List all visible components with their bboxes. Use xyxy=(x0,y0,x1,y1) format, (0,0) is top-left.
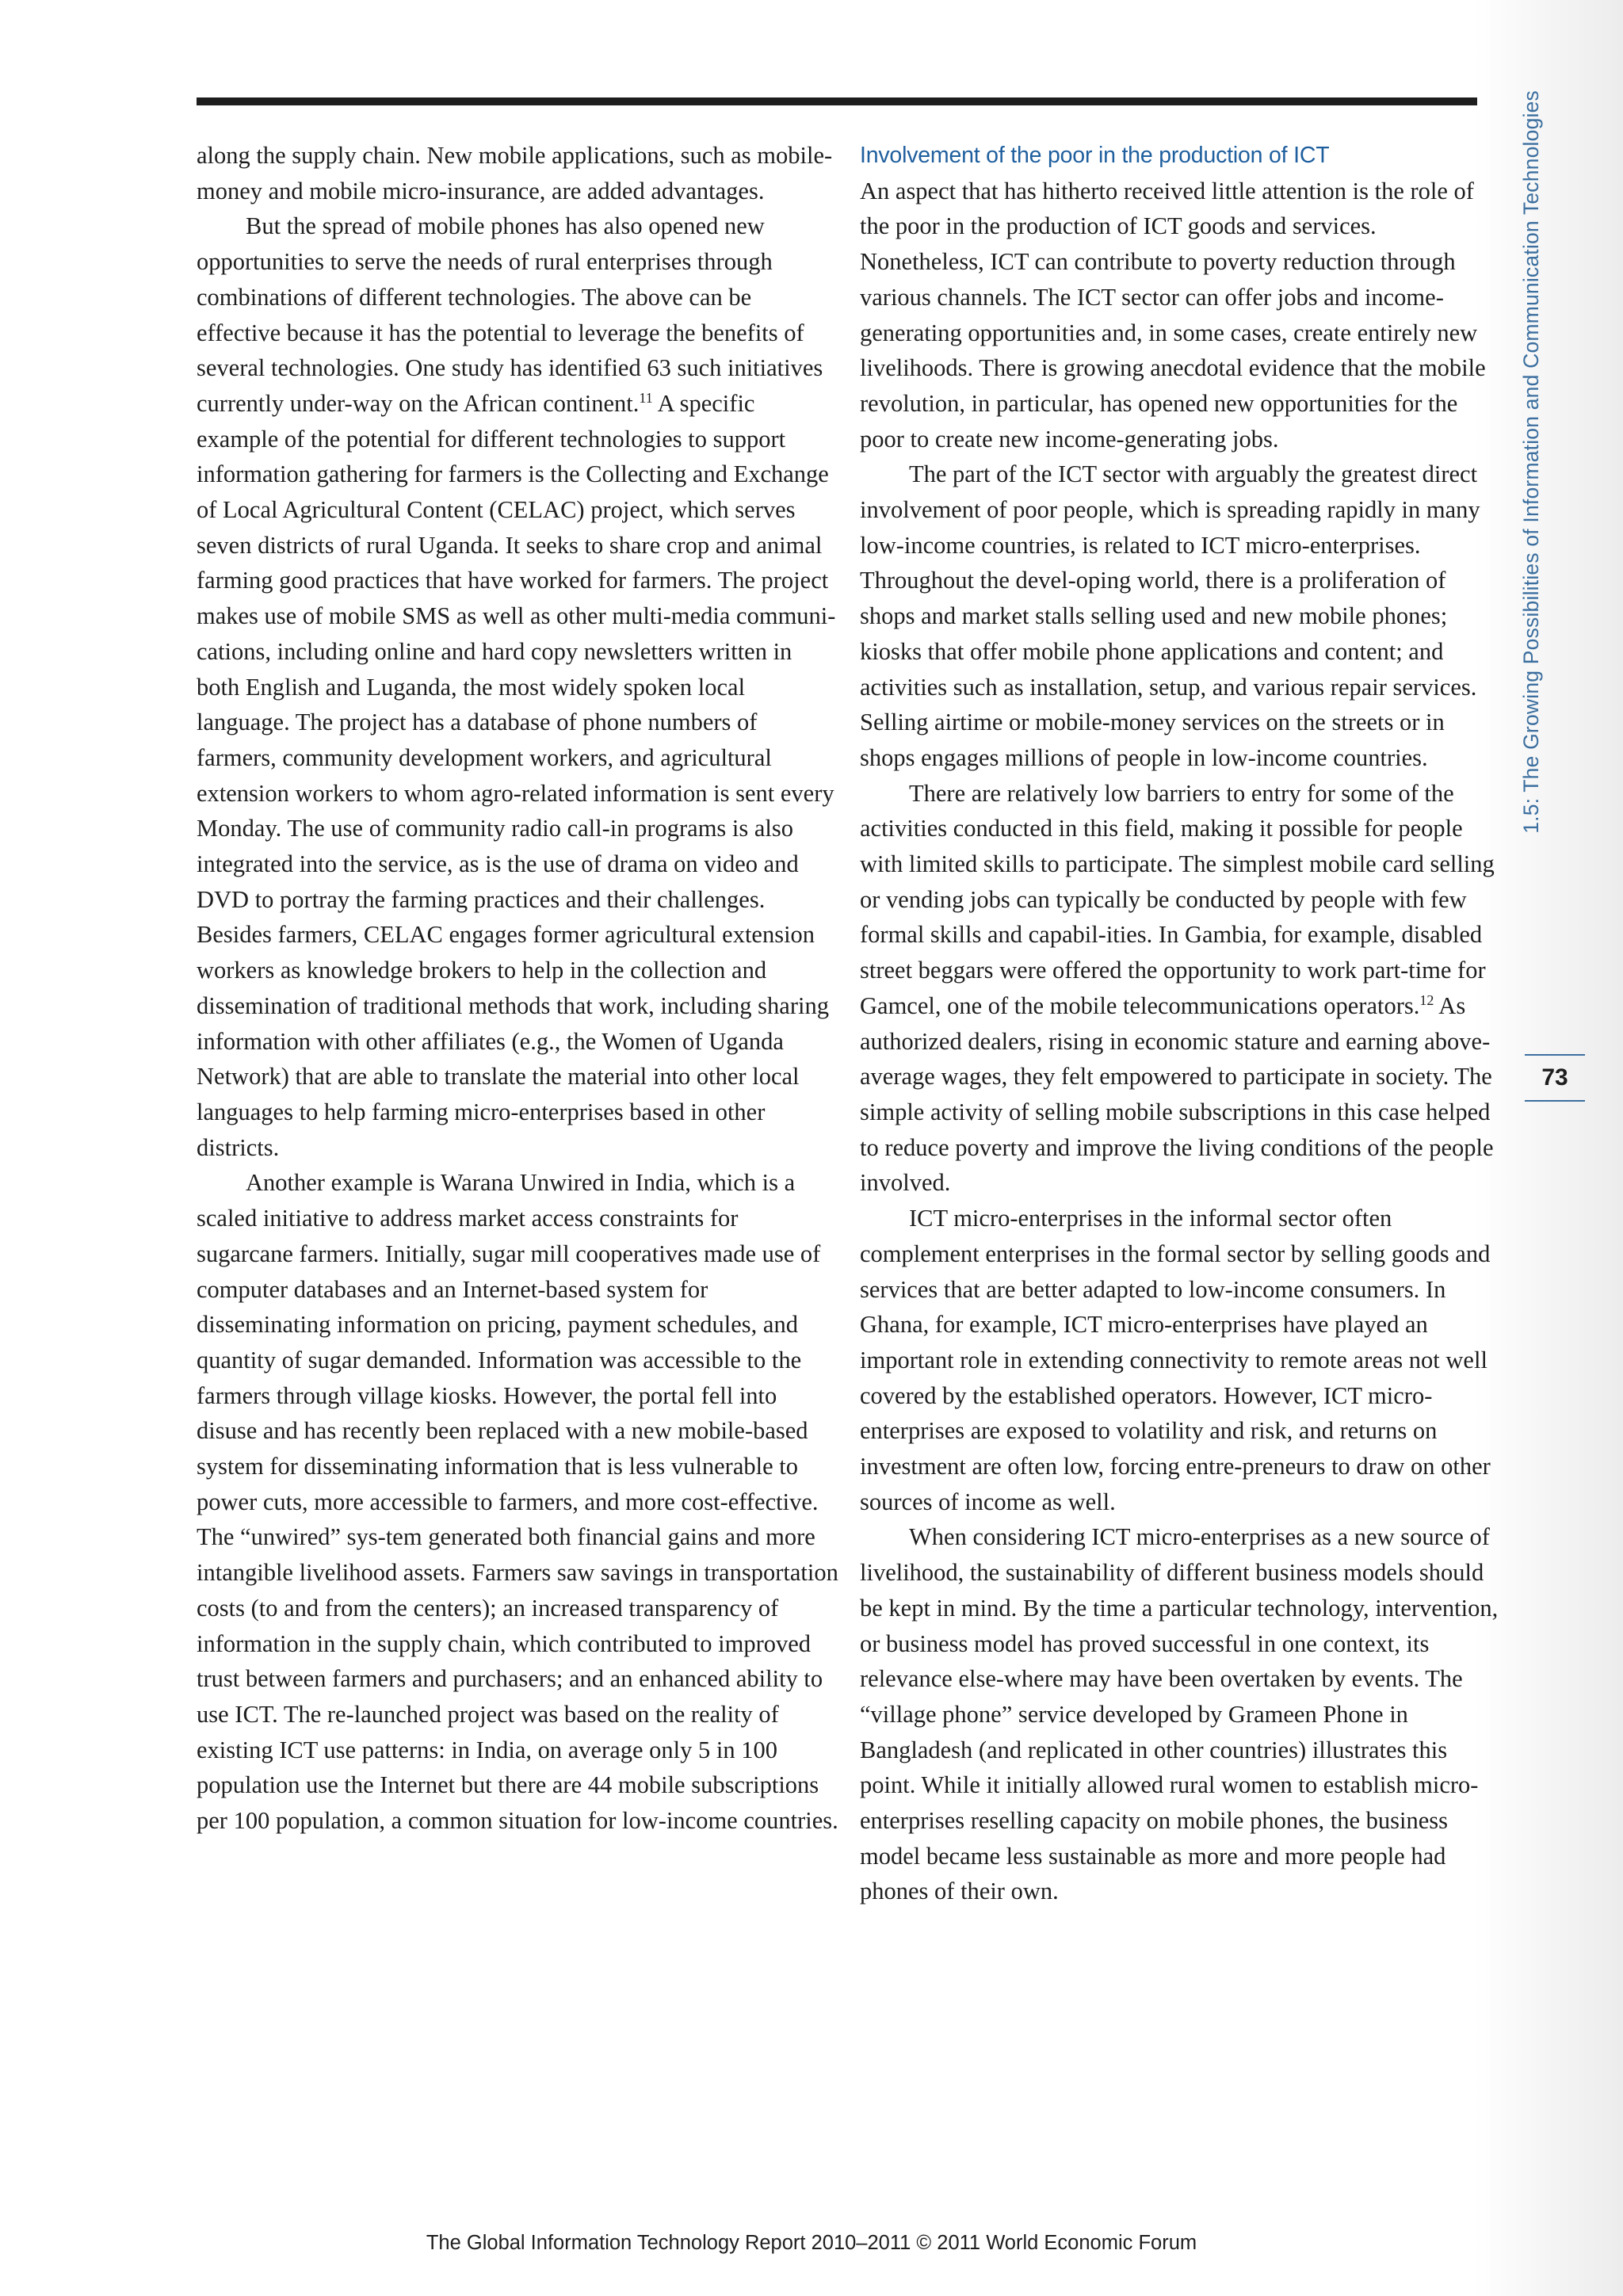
left-column xyxy=(197,138,838,1839)
paragraph xyxy=(197,208,838,1165)
footnote-ref: 12 xyxy=(1419,991,1434,1008)
right-column xyxy=(860,138,1502,1909)
header-rule xyxy=(197,97,1477,105)
page-number-rule-bottom xyxy=(1525,1100,1585,1102)
paragraph: Another example is Warana Unwired in India, which is a scaled initiative to address market access constraints for sugarcane farmers. Initially, sugar mill cooperatives made use of computer databases and an Internet-based system for disseminating information on pricing, payment schedules, and quantity of sugar demanded. Information was accessible to the farmers through village kiosks. However, the portal fell into disuse and has recently been replaced with a new mobile-based system for disseminating information that is less vulnerable to power cuts, more accessible to farmers, and more cost-effective. The “unwired” sys-tem generated both financial gains and more intangible livelihood assets. Farmers saw savings in transportation costs (to and from the centers); an increased transparency of information in the supply chain, which contributed to improved trust between farmers and purchasers; and an enhanced ability to use ICT. The re-launched project was based on the reality of existing ICT use patterns: in India, on average only 5 in 100 population use the Internet but there are 44 mobile subscriptions per 100 population, a common situation for low-income countries. xyxy=(197,1169,838,1835)
paragraph-text: But the spread of mobile phones has also opened new opportunities to serve the needs of rural enterprises through combinations of different technologies. The above can be effective because it has the potential to leverage the benefits of several technologies. One study has identified 63 such initiatives currently under-way on the African continent. xyxy=(197,212,823,417)
paragraph: The part of the ICT sector with arguably the greatest direct involvement of poor people, which is spreading rapidly in many low-income countries, is related to ICT micro-enterprises. Throughout the devel-oping world, there is a proliferation of shops and market stalls selling used and new mobile phones; kiosks that offer mobile phone applications and content; and activities such as installation, setup, and various repair services. Selling airtime or mobile-money services on the streets or in shops engages millions of people in low-income countries. xyxy=(860,460,1480,771)
paragraph-text: As authorized dealers, rising in economic stature and earning above-average wages, they felt empowered to participate in society. The simple activity of selling mobile subscriptions in this case helped to reduce poverty and improve the living conditions of the people involved. xyxy=(860,991,1494,1197)
page-number-rule-top xyxy=(1525,1054,1585,1056)
paragraph-text: There are relatively low barriers to entry for some of the activities conducted in this field, making it possible for people with limited skills to participate. The simplest mobile card selling or vending jobs can typically be conducted by people with few formal skills and capabil-ities. In Gambia, for example, disabled street beggars were offered the opportunity to work part-time for Gamcel, one of the mobile telecommunications operators. xyxy=(860,779,1495,1019)
paragraph: An aspect that has hitherto received little attention is the role of the poor in the production of ICT goods and services. Nonetheless, ICT can contribute to poverty reduction through various channels. The ICT sector can offer jobs and income-generating opportunities and, in some cases, create entirely new livelihoods. There is growing anecdotal evidence that the mobile revolution, in particular, has opened new opportunities for the poor to create new income-generating jobs. xyxy=(860,177,1486,453)
page-number: 73 xyxy=(1541,1064,1568,1091)
chapter-title-vertical: 1.5: The Growing Possibilities of Information and Communication Technologies xyxy=(1519,90,1543,834)
footnote-ref: 11 xyxy=(639,389,653,406)
paragraph: ICT micro-enterprises in the informal sector often complement enterprises in the formal sector by selling goods and services that are better adapted to low-income consumers. In Ghana, for example, ICT micro-enterprises have played an important role in extending connectivity to remote areas not well covered by the established operators. However, ICT micro-enterprises are exposed to volatility and risk, and returns on investment are often low, forcing entre-preneurs to draw on other sources of income as well. xyxy=(860,1205,1491,1515)
chapter-title-vertical-container xyxy=(1507,90,1555,883)
section-heading: Involvement of the poor in the production of ICT xyxy=(860,143,1330,168)
paragraph: When considering ICT micro-enterprises as a new source of livelihood, the sustainability of different business models should be kept in mind. By the time a particular technology, intervention, or business model has proved successful in one context, its relevance else-where may have been overtaken by events. The “village phone” service developed by Grameen Phone in Bangladesh (and replicated in other countries) illustrates this point. While it initially allowed rural women to establish micro-enterprises reselling capacity on mobile phones, the business model became less sustainable as more and more people had phones of their own. xyxy=(860,1523,1499,1905)
paragraph: along the supply chain. New mobile applications, such as mobile-money and mobile micro-insurance, are added advantages. xyxy=(197,142,833,204)
paragraph-text: A specific example of the potential for different technologies to support information gathering for farmers is the Collecting and Exchange of Local Agricultural Content (CELAC) project, which serves seven districts of rural Uganda. It seeks to share crop and animal farming good practices that have worked for farmers. The project makes use of mobile SMS as well as other multi-media communi-cations, including online and hard copy newsletters written in both English and Luganda, the most widely spoken local language. The project has a database of phone numbers of farmers, community development workers, and agricultural extension workers to whom agro-related information is sent every Monday. The use of community radio call-in programs is also integrated into the service, as is the use of drama on video and DVD to portray the farming practices and their challenges. Besides farmers, CELAC engages former agricultural extension workers as knowledge brokers to help in the collection and dissemination of traditional methods that work, including sharing information with other affiliates (e.g., the Women of Uganda Network) that are able to translate the material into other local languages to help farming micro-enterprises based in other districts. xyxy=(197,389,836,1161)
page-footer: The Global Information Technology Report 2010–2011 © 2011 World Economic Forum xyxy=(426,2232,1197,2254)
paragraph xyxy=(860,776,1502,1201)
